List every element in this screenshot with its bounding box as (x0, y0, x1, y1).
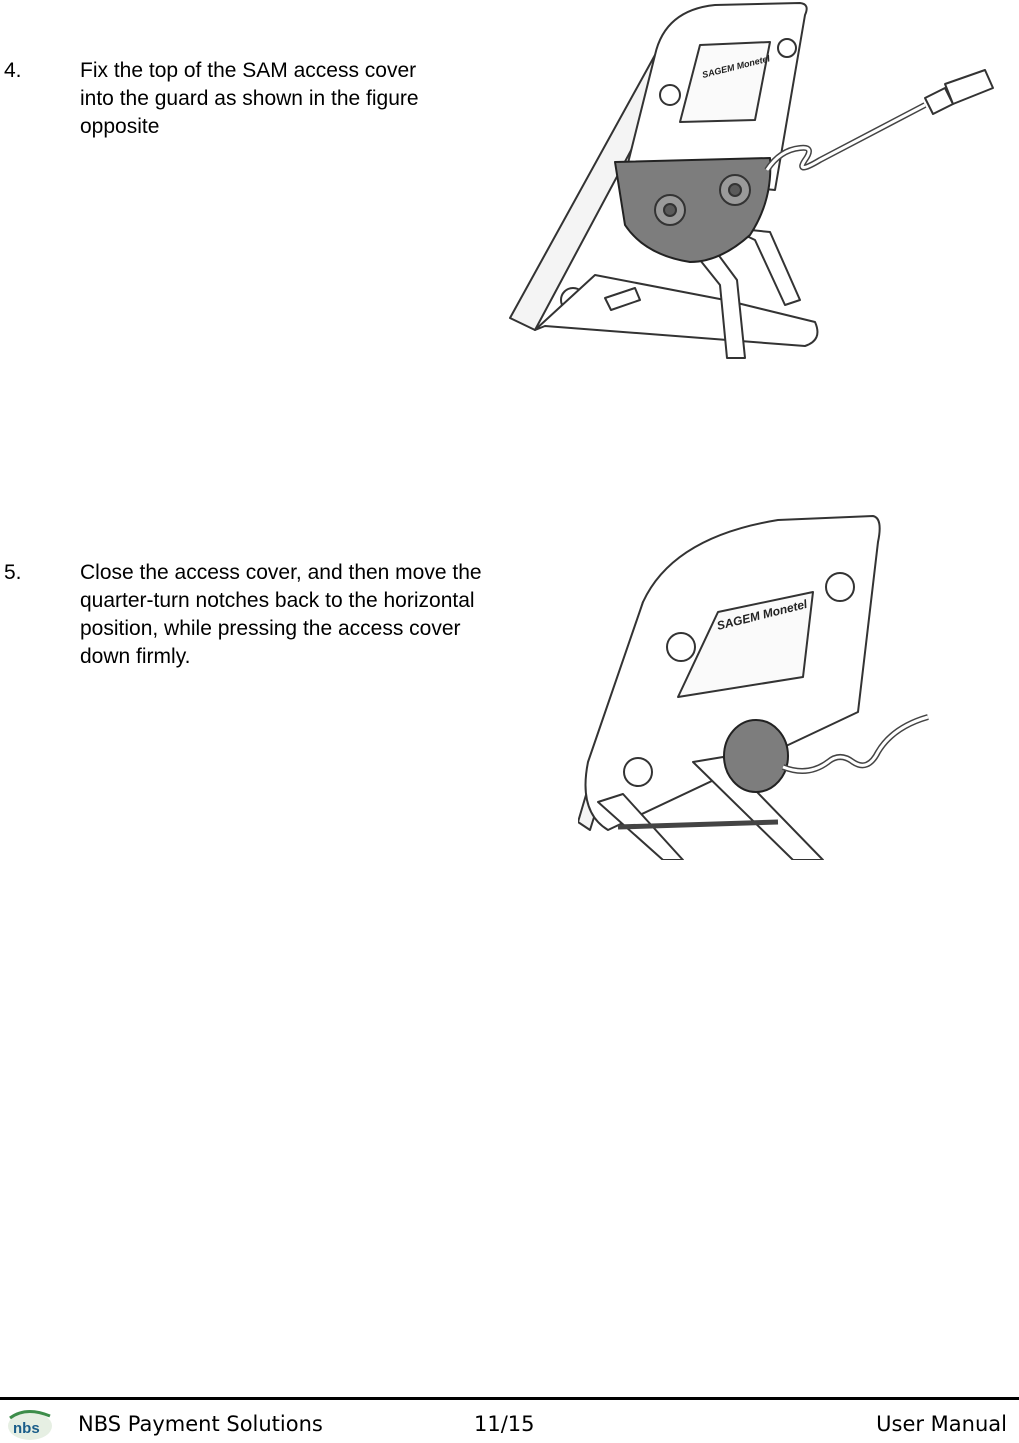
figure-4-brand-label: SAGEM Monetel (701, 53, 771, 80)
footer-page-number: 11/15 (474, 1412, 535, 1436)
footer-document-type: User Manual (876, 1412, 1007, 1436)
step-5-line-3: position, while pressing the access cover (80, 617, 461, 640)
step-4-line-3: opposite (80, 115, 160, 138)
footer-company: NBS Payment Solutions (78, 1412, 323, 1436)
figure-access-cover-closed (578, 512, 933, 860)
logo-text: nbs (13, 1420, 40, 1437)
step-4-line-2: into the guard as shown in the figure (80, 87, 419, 110)
figure-sam-cover-fitting (505, 0, 1015, 365)
step-4 (4, 57, 504, 157)
step-5-line-4: down firmly. (80, 645, 191, 668)
step-5-line-2: quarter-turn notches back to the horizontal (80, 589, 475, 612)
step-5 (4, 559, 584, 679)
step-4-line-1: Fix the top of the SAM access cover (80, 59, 417, 82)
footer-rule (0, 1397, 1019, 1400)
step-4-text (80, 57, 419, 141)
figure-5-brand-label: SAGEM Monetel (715, 596, 809, 633)
step-5-line-1: Close the access cover, and then move the (80, 561, 482, 584)
step-5-text (80, 559, 482, 671)
nbs-logo-icon (6, 1408, 58, 1442)
step-5-number: 5. (4, 561, 22, 584)
step-4-number: 4. (4, 59, 22, 82)
